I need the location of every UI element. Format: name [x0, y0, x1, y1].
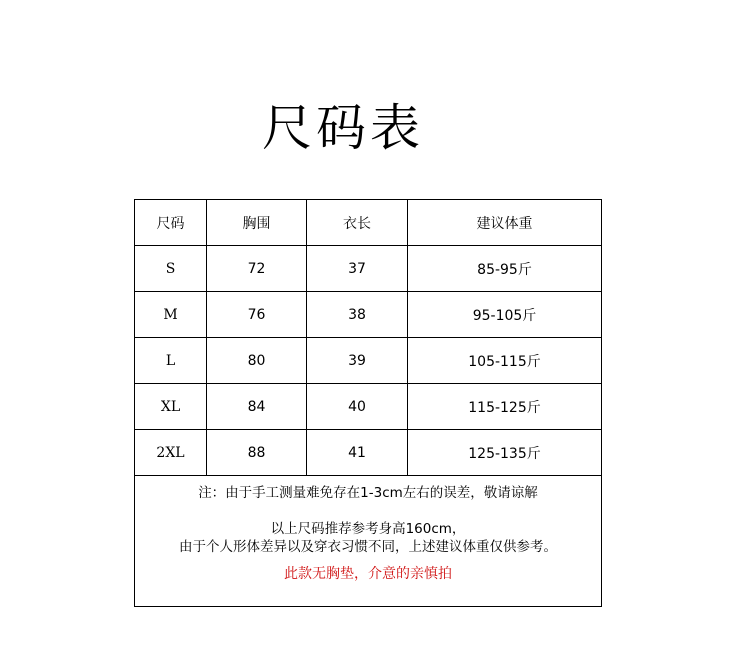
notes-row: [135, 476, 602, 607]
measurement-note: 注：由于手工测量难免存在1-3cm左右的误差，敬请谅解: [198, 485, 538, 501]
table-row: [135, 384, 602, 430]
size-cell: S: [135, 246, 207, 292]
length-cell: 38: [307, 292, 408, 338]
table-row: [135, 430, 602, 476]
length-cell: 39: [307, 338, 408, 384]
table-row: [135, 292, 602, 338]
header-size: 尺码: [135, 200, 207, 246]
length-cell: 40: [307, 384, 408, 430]
size-cell: XL: [135, 384, 207, 430]
weight-cell: 115-125斤: [408, 384, 602, 430]
size-chart-table: [134, 199, 602, 607]
size-cell: 2XL: [135, 430, 207, 476]
weight-disclaimer: 由于个人形体差异以及穿衣习惯不同，上述建议体重仅供参考。: [179, 539, 557, 555]
weight-cell: 125-135斤: [408, 430, 602, 476]
table-row: [135, 246, 602, 292]
table-header-row: [135, 200, 602, 246]
chest-cell: 88: [207, 430, 307, 476]
chest-cell: 80: [207, 338, 307, 384]
chest-cell: 76: [207, 292, 307, 338]
weight-cell: 95-105斤: [408, 292, 602, 338]
notes-cell: [135, 476, 602, 607]
chest-cell: 72: [207, 246, 307, 292]
height-note: 以上尺码推荐参考身高160cm，: [270, 521, 466, 537]
length-cell: 41: [307, 430, 408, 476]
header-length: 衣长: [307, 200, 408, 246]
size-cell: L: [135, 338, 207, 384]
chest-cell: 84: [207, 384, 307, 430]
page-title: 尺码表: [262, 99, 424, 157]
weight-cell: 85-95斤: [408, 246, 602, 292]
header-chest: 胸围: [207, 200, 307, 246]
no-padding-warning: 此款无胸垫，介意的亲慎拍: [284, 566, 452, 582]
weight-cell: 105-115斤: [408, 338, 602, 384]
length-cell: 37: [307, 246, 408, 292]
size-cell: M: [135, 292, 207, 338]
table-row: [135, 338, 602, 384]
header-weight: 建议体重: [408, 200, 602, 246]
